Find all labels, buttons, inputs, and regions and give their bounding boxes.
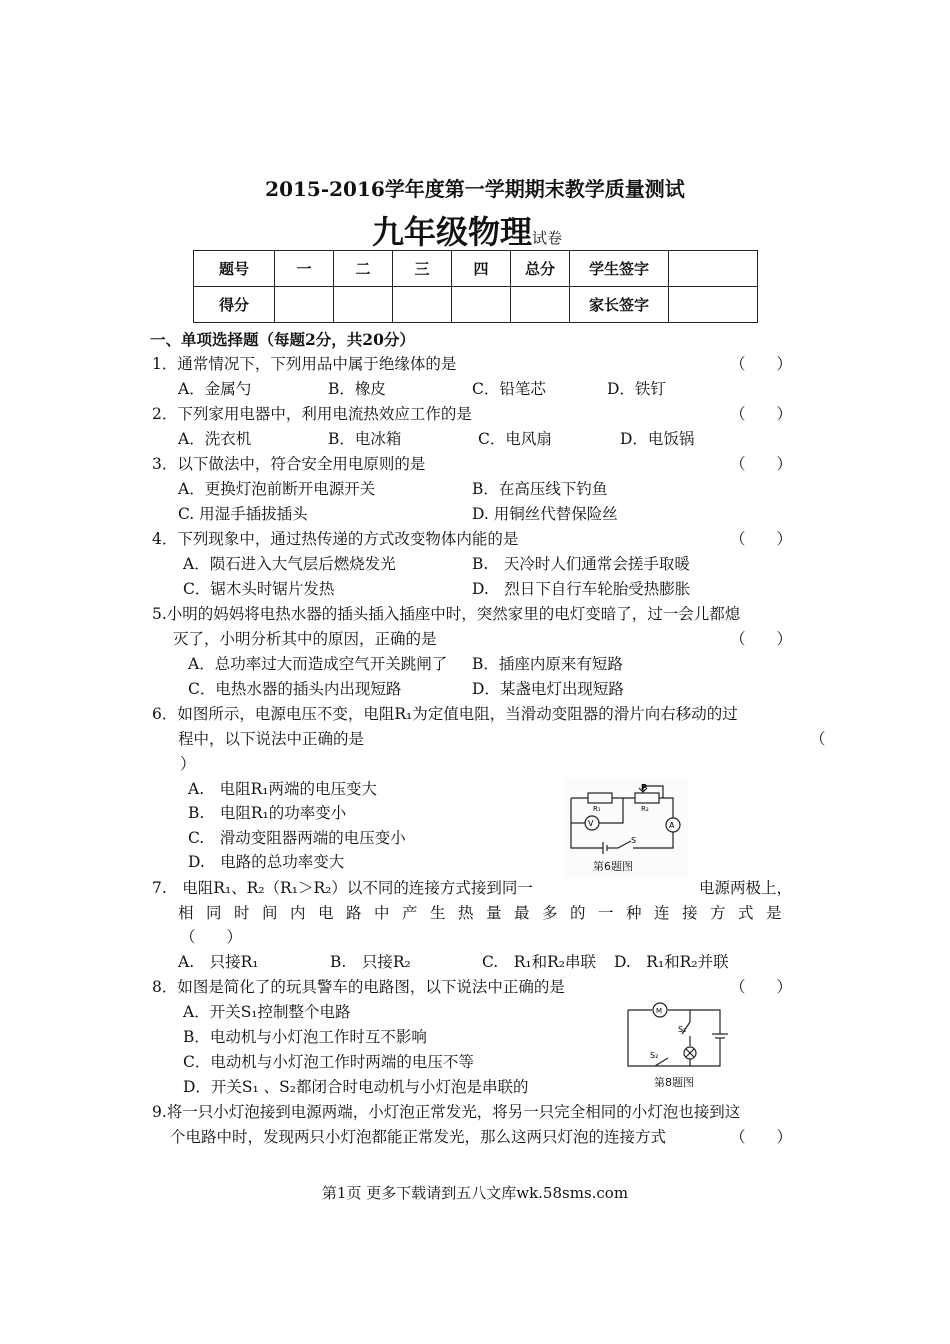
q5-option-d: D．某盏电灯出现短路	[472, 680, 624, 698]
cell	[393, 287, 452, 323]
question-8-stem: 8．如图是简化了的玩具警车的电路图，以下说法中正确的是	[152, 978, 565, 996]
score-table-row-header	[194, 251, 758, 287]
q5-option-b: B．插座内原来有短路	[472, 655, 623, 673]
q8-option-a: A．开关S₁控制整个电路	[183, 1003, 351, 1021]
question-3-stem: 3．以下做法中，符合安全用电原则的是	[152, 455, 426, 473]
label-a: A	[669, 821, 675, 830]
q4-option-b: B. 天冷时人们通常会搓手取暖	[472, 555, 690, 573]
q5-option-a: A．总功率过大而造成空气开关跳闸了	[188, 655, 448, 673]
q7-option-b: B. 只接R₂	[330, 953, 411, 971]
cell	[275, 287, 334, 323]
q4-option-d: D. 烈日下自行车轮胎受热膨胀	[472, 580, 691, 598]
cell: 三	[393, 251, 452, 287]
wire	[668, 1010, 720, 1034]
q1-option-a: A．金属勺	[178, 380, 252, 398]
label-r1: R₁	[593, 805, 601, 813]
cell: 四	[452, 251, 511, 287]
figure-6-circuit	[563, 778, 688, 878]
q8-option-d: D．开关S₁ 、S₂都闭合时电动机与小灯泡是串联的	[183, 1078, 529, 1096]
answer-paren-close: ）	[180, 755, 196, 773]
q2-option-c: C．电风扇	[478, 430, 552, 448]
question-7-stem-line2: 相同时间内电路中产生热量最多的一种连接方式是	[178, 904, 795, 922]
question-5-stem-line1: 5.小明的妈妈将电热水器的插头插入插座中时，突然家里的电灯变暗了，过一会儿都熄	[152, 605, 741, 623]
wire	[628, 1010, 720, 1066]
score-table	[193, 250, 758, 323]
section-title: 一、单项选择题（每题2分，共20分）	[150, 330, 415, 349]
exam-title: 2015-2016学年度第一学期期末教学质量测试	[265, 177, 685, 201]
label-r2: R₂	[641, 805, 649, 813]
q7-option-d: D. R₁和R₂并联	[614, 953, 729, 971]
cell: 学生签字	[570, 251, 669, 287]
cell	[334, 287, 393, 323]
cell	[452, 287, 511, 323]
cell: 一	[275, 251, 334, 287]
q7-option-a: A. 只接R₁	[178, 953, 259, 971]
answer-paren: （ ）	[730, 530, 793, 548]
q3-option-d: D. 用铜丝代替保险丝	[472, 505, 618, 523]
question-7-stem-line1b: 电源两极上，	[699, 879, 793, 897]
question-9-stem-line2: 个电路中时，发现两只小灯泡都能正常发光，那么这两只灯泡的连接方式	[170, 1128, 667, 1146]
q8-option-c: C．电动机与小灯泡工作时两端的电压不等	[183, 1053, 474, 1071]
q3-option-b: B．在高压线下钓鱼	[472, 480, 608, 498]
answer-paren: （ ）	[180, 928, 243, 946]
cell: 总分	[511, 251, 570, 287]
answer-paren: （ ）	[730, 455, 793, 473]
answer-paren: （ ）	[730, 405, 793, 423]
figure-6-caption: 第6题图	[593, 860, 633, 873]
answer-paren: （ ）	[730, 978, 793, 996]
answer-paren: （ ）	[730, 630, 793, 648]
q3-option-c: C. 用湿手插拔插头	[178, 505, 308, 523]
cell: 题号	[194, 251, 275, 287]
question-9-stem-line1: 9.将一只小灯泡接到电源两端，小灯泡正常发光，将另一只完全相同的小灯泡也接到这	[152, 1103, 741, 1121]
q2-option-b: B．电冰箱	[328, 430, 402, 448]
answer-paren-open: （	[810, 730, 826, 748]
q4-option-a: A．陨石进入大气层后燃烧发光	[183, 555, 396, 573]
q2-option-a: A．洗衣机	[178, 430, 252, 448]
label-s2: S₂	[650, 1051, 659, 1060]
figure-8-circuit	[620, 998, 740, 1090]
cell: 二	[334, 251, 393, 287]
question-1-stem: 1．通常情况下，下列用品中属于绝缘体的是	[152, 355, 457, 373]
question-7-stem-line1: 7. 电阻R₁、R₂（R₁＞R₂）以不同的连接方式接到同一	[152, 879, 533, 897]
q1-option-d: D．铁钉	[607, 380, 666, 398]
answer-paren: （ ）	[730, 1128, 793, 1146]
cell: 家长签字	[570, 287, 669, 323]
cell	[669, 251, 758, 287]
label-v: V	[588, 819, 594, 828]
cell	[669, 287, 758, 323]
label-s1: S₁	[678, 1025, 687, 1034]
label-s: S	[631, 836, 637, 845]
answer-paren: （ ）	[730, 355, 793, 373]
cell	[511, 287, 570, 323]
q6-option-d: D. 电路的总功率变大	[188, 853, 345, 871]
q6-option-a: A. 电阻R₁两端的电压变大	[188, 780, 378, 798]
question-2-stem: 2．下列家用电器中，利用电流热效应工作的是	[152, 405, 472, 423]
q3-option-a: A．更换灯泡前断开电源开关	[178, 480, 376, 498]
q8-option-b: B．电动机与小灯泡工作时互不影响	[183, 1028, 427, 1046]
q6-option-c: C. 滑动变阻器两端的电压变小	[188, 829, 406, 847]
q7-option-c: C. R₁和R₂串联	[482, 953, 597, 971]
question-4-stem: 4．下列现象中，通过热传递的方式改变物体内能的是	[152, 530, 519, 548]
q2-option-d: D．电饭锅	[620, 430, 695, 448]
page-footer: 第1页 更多下载请到五八文库wk.58sms.com	[321, 1184, 629, 1202]
cell: 得分	[194, 287, 275, 323]
subject-title: 九年级物理试卷	[372, 213, 563, 251]
q5-option-c: C．电热水器的插头内出现短路	[188, 680, 402, 698]
q1-option-b: B．橡皮	[328, 380, 386, 398]
question-5-stem-line2: 灭了，小明分析其中的原因，正确的是	[173, 630, 437, 648]
q1-option-c: C．铅笔芯	[472, 380, 546, 398]
subject-suffix: 试卷	[532, 229, 563, 247]
score-table-row-score	[194, 287, 758, 323]
label-p: P	[641, 783, 647, 792]
q6-option-b: B. 电阻R₁的功率变小	[188, 804, 347, 822]
q4-option-c: C．锯木头时锯片发热	[183, 580, 335, 598]
question-6-stem-line1: 6．如图所示，电源电压不变，电阻R₁为定值电阻，当滑动变阻器的滑片向右移动的过	[152, 705, 738, 723]
label-m: M	[656, 1007, 663, 1015]
figure-8-caption: 第8题图	[654, 1076, 694, 1089]
question-6-stem-line2: 程中，以下说法中正确的是	[178, 730, 365, 748]
